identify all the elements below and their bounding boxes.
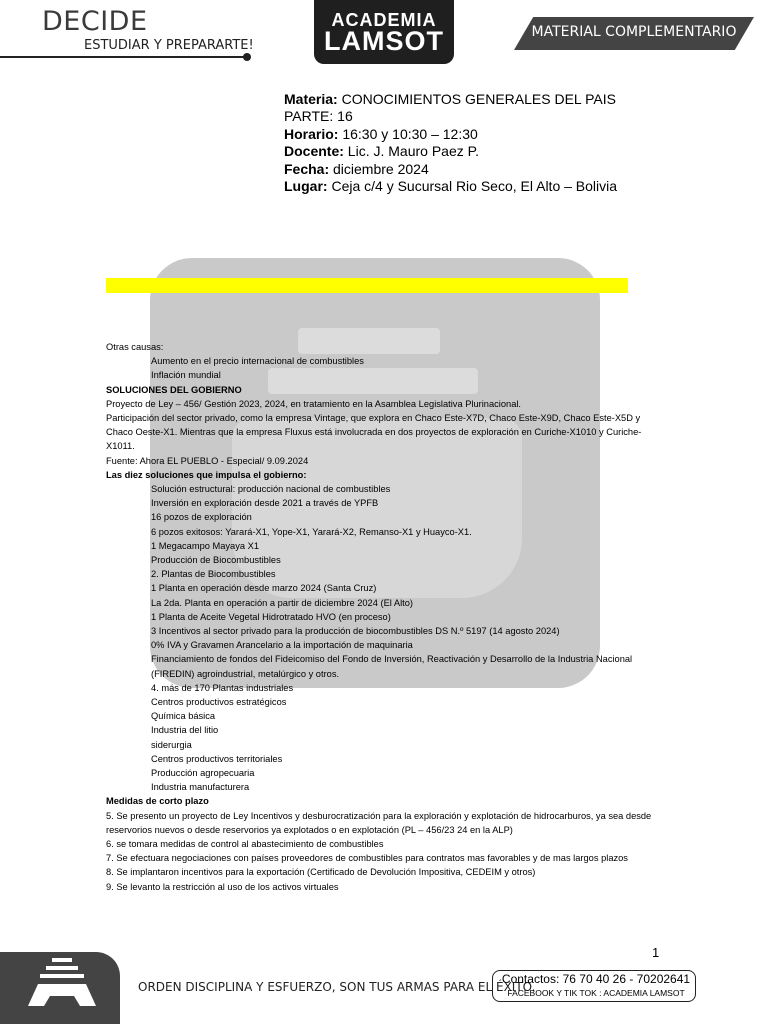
- solucion-item: Producción de Biocombustibles: [151, 554, 281, 565]
- diez-soluciones-heading: Las diez soluciones que impulsa el gobierno:: [106, 469, 307, 480]
- solucion-item: 6 pozos exitosos: Yarará-X1, Yope-X1, Yarará-X2, Remanso-X1 y Huayco-X1.: [151, 526, 472, 537]
- solucion-item: Industria manufacturera: [151, 782, 250, 793]
- logo-academia-text: ACADEMIA: [331, 10, 437, 30]
- medida-item: 8. Se implantaron incentivos para la exportación (Certificado de Devolución Impositiva, CEDEIM y otros): [106, 867, 536, 878]
- solucion-item: Inversión en exploración desde 2021 a través de YPFB: [151, 498, 379, 509]
- fuente-line: Fuente: Ahora EL PUEBLO - Especial/ 9.09.2024: [106, 455, 309, 466]
- solucion-item: Producción agropecuaria: [151, 767, 255, 778]
- solucion-item: 16 pozos de exploración: [151, 512, 252, 523]
- solucion-item: Química básica: [151, 711, 216, 722]
- material-banner-text: MATERIAL COMPLEMENTARIO: [531, 24, 737, 40]
- medida-item: 6. se tomara medidas de control al abastecimiento de combustibles: [106, 838, 384, 849]
- footer-logo: [0, 952, 120, 1024]
- highlight-bar: [106, 278, 628, 293]
- solucion-item: 2. Plantas de Biocombustibles: [151, 569, 276, 580]
- contact-phones: Contactos: 76 70 40 26 - 70202641: [501, 972, 691, 986]
- decide-dot: [243, 53, 251, 61]
- medidas-list: [106, 809, 666, 894]
- info-horario: Horario: 16:30 y 10:30 – 12:30: [284, 125, 478, 142]
- solucion-item: 1 Megacampo Mayaya X1: [151, 540, 260, 551]
- solucion-item: Industria del litio: [151, 725, 219, 736]
- info-materia: Materia: CONOCIMIENTOS GENERALES DEL PAIS: [284, 91, 616, 107]
- causa-item: Inflación mundial: [151, 370, 221, 381]
- contact-social: FACEBOOK Y TIK TOK : ACADEMIA LAMSOT: [507, 988, 685, 998]
- info-parte: PARTE: 16: [284, 108, 353, 125]
- solucion-item: Financiamiento de fondos del Fideicomiso del Fondo de Inversión, Reactivación y Desarrollo de la Industria Nacional (FIREDIN) agroindustrial, metalúrgico y otros.: [151, 654, 633, 679]
- soluciones-heading: SOLUCIONES DEL GOBIERNO: [106, 384, 242, 395]
- decide-title: DECIDE: [42, 6, 148, 37]
- info-fecha: Fecha: diciembre 2024: [284, 160, 429, 177]
- info-lugar: Lugar: Ceja c/4 y Sucursal Rio Seco, El Alto – Bolivia: [284, 178, 618, 195]
- medida-item: 9. Se levanto la restricción al uso de los activos virtuales: [106, 881, 339, 892]
- medidas-heading: Medidas de corto plazo: [106, 796, 209, 807]
- solucion-item: Solución estructural: producción nacional de combustibles: [151, 483, 391, 494]
- soluciones-list: [106, 482, 666, 794]
- decide-underline: [0, 56, 246, 58]
- footer-motto: ORDEN DISCIPLINA Y ESFUERZO, SON TUS ARMAS PARA EL ÉXITO.: [138, 980, 536, 994]
- solucion-item: Centros productivos territoriales: [151, 753, 283, 764]
- otras-causas-label: Otras causas:: [106, 342, 164, 352]
- causa-item: Aumento en el precio internacional de combustibles: [151, 356, 364, 367]
- solucion-item: 0% IVA y Gravamen Arancelario a la importación de maquinaria: [151, 640, 413, 651]
- page-number: 1: [652, 945, 660, 960]
- paragraph-proyecto-ley: Proyecto de Ley – 456/ Gestión 2023, 2024, en tratamiento en la Asamblea Legislativa Plurinacional.: [106, 398, 522, 409]
- medida-item: 5. Se presento un proyecto de Ley Incentivos y desburocratización para la exploración y explotación de hidrocarburos, ya sea desde reservorios nuevos o desde reservorios ya explotados o en explotación (PL – 456/23 24 en la ALP): [106, 810, 652, 835]
- solucion-item: La 2da. Planta en operación a partir de diciembre 2024 (El Alto): [151, 597, 414, 608]
- solucion-item: 1 Planta en operación desde marzo 2024 (Santa Cruz): [151, 583, 377, 594]
- solucion-item: 3 Incentivos al sector privado para la producción de biocombustibles DS N.º 5197 (14 agosto 2024): [151, 625, 560, 636]
- logo-lamsot-text: LAMSOT: [324, 26, 444, 56]
- solucion-item: 4. más de 170 Plantas industriales: [151, 682, 294, 693]
- solucion-item: 1 Planta de Aceite Vegetal Hidrotratado HVO (en proceso): [151, 611, 391, 622]
- solucion-item: Centros productivos estratégicos: [151, 696, 287, 707]
- course-info: [284, 91, 617, 195]
- footer-logo-icon: [0, 952, 120, 1024]
- solucion-item: siderurgia: [151, 739, 192, 750]
- info-docente: Docente: Lic. J. Mauro Paez P.: [284, 143, 480, 160]
- medida-item: 7. Se efectuara negociaciones con países proveedores de combustibles para contratos mas favorables y de mas largos plazos: [106, 853, 628, 864]
- decide-subtitle: ESTUDIAR Y PREPARARTE!: [84, 38, 254, 53]
- document-body: [106, 340, 666, 894]
- paragraph-sector-privado: Participación del sector privado, como la empresa Vintage, que explora en Chaco Este-X7D, Chaco Este-X9D, Chaco Este-X5D y Chaco Oeste-X1. Mientras que la empresa Fluxus está involucrada en dos proyectos de exploración en Curiche-X1010 y Curiche-X1011.: [106, 412, 642, 452]
